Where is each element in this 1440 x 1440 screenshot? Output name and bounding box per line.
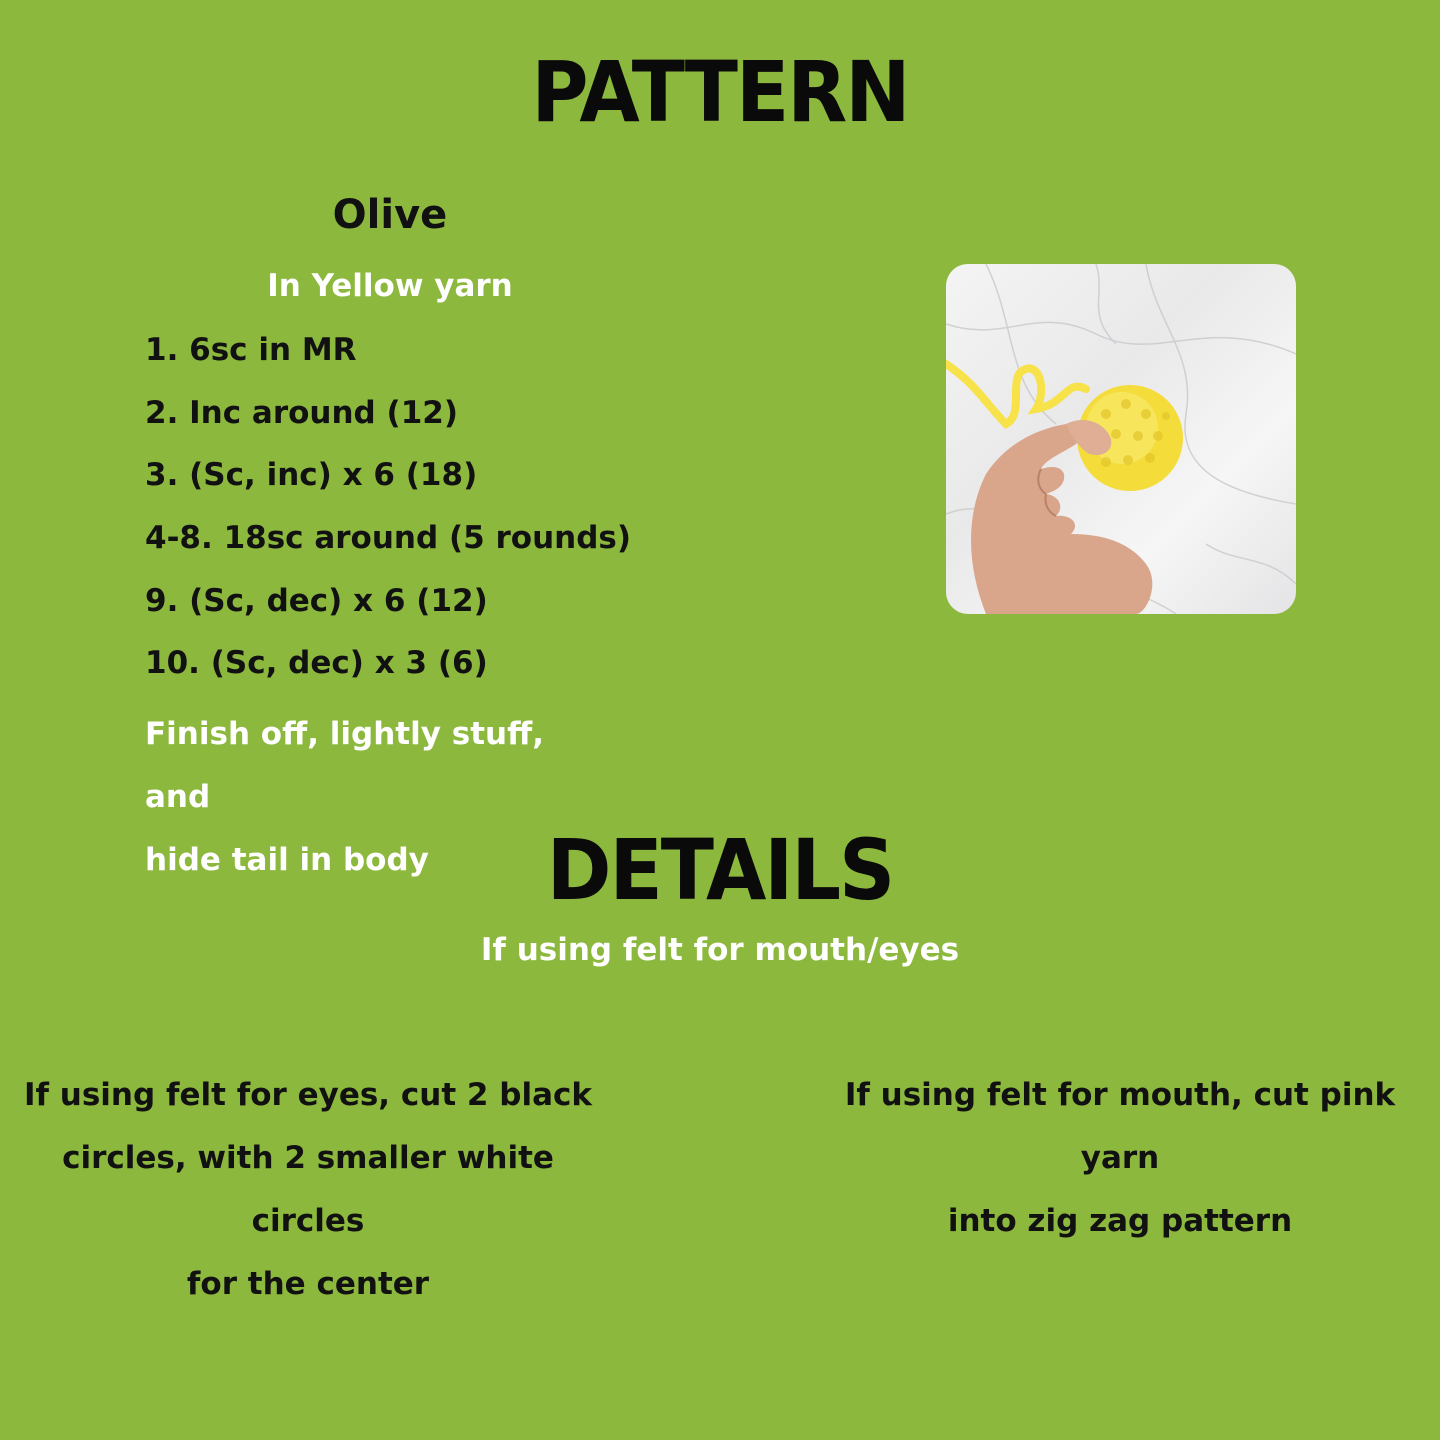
- finish-line: hide tail in body: [145, 842, 429, 878]
- details-subtitle: If using felt for mouth/eyes: [480, 932, 960, 968]
- pattern-title: PATTERN: [531, 44, 909, 142]
- crochet-ball-photo: [946, 264, 1296, 614]
- pattern-steps-list: [145, 330, 631, 706]
- mouth-line: into zig zag pattern: [947, 1203, 1293, 1239]
- yarn-color-note: In Yellow yarn: [267, 268, 513, 304]
- pattern-step: 9. (Sc, dec) x 6 (12): [145, 582, 488, 619]
- mouth-instructions: [820, 1064, 1420, 1253]
- eyes-line: for the center: [186, 1266, 430, 1302]
- photo-illustration: [946, 264, 1296, 614]
- pattern-step: 10. (Sc, dec) x 3 (6): [145, 645, 488, 682]
- eyes-line: If using felt for eyes, cut 2 black: [23, 1077, 593, 1113]
- eyes-instructions: [18, 1064, 598, 1316]
- details-title: DETAILS: [546, 822, 894, 920]
- piece-name-heading: Olive: [332, 192, 448, 238]
- pattern-step: 2. Inc around (12): [145, 394, 459, 431]
- mouth-line: If using felt for mouth, cut pink yarn: [844, 1077, 1396, 1176]
- yarn-tail: [946, 364, 1086, 424]
- finish-line: Finish off, lightly stuff, and: [145, 716, 544, 815]
- pattern-step: 1. 6sc in MR: [145, 332, 357, 368]
- pattern-step: 4-8. 18sc around (5 rounds): [145, 520, 632, 557]
- pattern-step: 3. (Sc, inc) x 6 (18): [145, 457, 478, 494]
- eyes-line: circles, with 2 smaller white circles: [62, 1140, 554, 1239]
